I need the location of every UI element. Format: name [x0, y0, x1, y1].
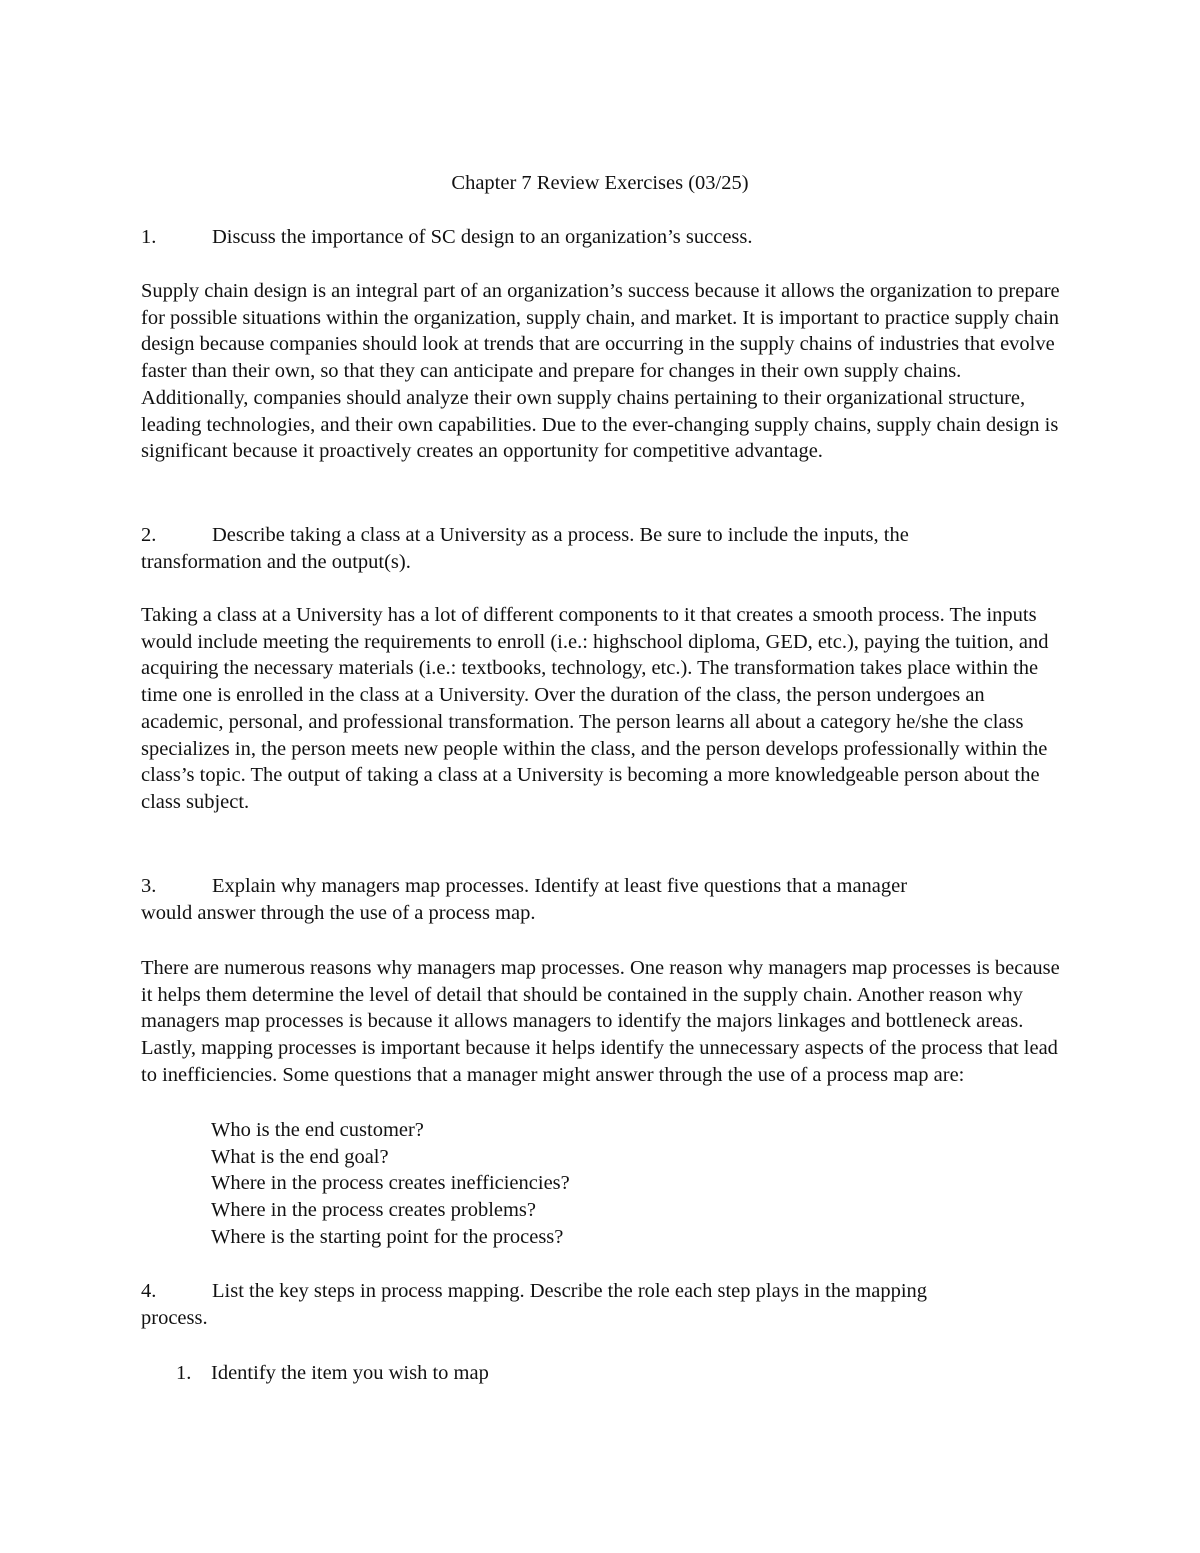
question-number: 4. — [141, 1280, 157, 1302]
process-steps-list — [176, 1360, 876, 1387]
question-text: Discuss the importance of SC design to an organization’s success. — [212, 226, 753, 248]
question-text-continued: would answer through the use of a process map. — [141, 901, 536, 924]
question-4 — [141, 1278, 1066, 1331]
question-2 — [141, 522, 1066, 575]
question-text: Explain why managers map processes. Identify at least five questions that a manager — [212, 875, 908, 897]
sub-question: Where is the starting point for the process? — [211, 1225, 564, 1248]
question-number: 2. — [141, 524, 157, 546]
sub-question-list — [211, 1117, 911, 1251]
step-number: 1. — [176, 1362, 192, 1384]
sub-question: Who is the end customer? — [211, 1119, 424, 1141]
answer-1: Supply chain design is an integral part of an organization’s success because it allows the organization to prepare for possible situations within the organization, supply chain, and market. It is important to practice supply chain design because companies should look at trends that are occurring in the supply chains of industries that evolve faster than their own, so that they can anticipate and prepare for changes in their own supply chains. Additionally, companies should analyze their own supply chains pertaining to their organizational structure, leading technologies, and their own capabilities. Due to the ever-changing supply chains, supply chain design is significant because it proactively creates an opportunity for competitive advantage. — [141, 280, 1060, 463]
question-number: 3. — [141, 875, 157, 897]
question-number: 1. — [141, 226, 157, 248]
document-title: Chapter 7 Review Exercises (03/25) — [451, 172, 749, 194]
answer-3: There are numerous reasons why managers map processes. One reason why managers map processes is because it helps them determine the level of detail that should be contained in the supply chain. Another reason why managers map processes is because it allows managers to identify the majors linkages and bottleneck areas. Lastly, mapping processes is important because it helps identify the unnecessary aspects of the process that lead to inefficiencies. Some questions that a manager might answer through the use of a process map are: — [141, 957, 1060, 1086]
question-text: Describe taking a class at a University as a process. Be sure to include the inputs, the — [212, 524, 909, 546]
process-step — [176, 1360, 876, 1387]
step-text: Identify the item you wish to map — [211, 1362, 489, 1384]
sub-question: What is the end goal? — [211, 1145, 389, 1168]
answer-2: Taking a class at a University has a lot of different components to it that creates a smooth process. The inputs would include meeting the requirements to enroll (i.e.: highschool diploma, GED, etc.), paying the tuition, and acquiring the necessary materials (i.e.: textbooks, technology, etc.). The transformation takes place within the time one is enrolled in the class at a University. Over the duration of the class, the person undergoes an academic, personal, and professional transformation. The person learns all about a category he/she the class specializes in, the person meets new people within the class, and the person develops professionally within the class’s topic. The output of taking a class at a University is becoming a more knowledgeable person about the class subject. — [141, 604, 1049, 813]
question-text-continued: process. — [141, 1306, 208, 1329]
question-1 — [141, 224, 1066, 251]
sub-question: Where in the process creates inefficiencies? — [211, 1172, 570, 1195]
question-text: List the key steps in process mapping. Describe the role each step plays in the mapping — [212, 1280, 928, 1302]
sub-question: Where in the process creates problems? — [211, 1199, 537, 1222]
question-3 — [141, 873, 1066, 926]
question-text-continued: transformation and the output(s). — [141, 550, 411, 573]
